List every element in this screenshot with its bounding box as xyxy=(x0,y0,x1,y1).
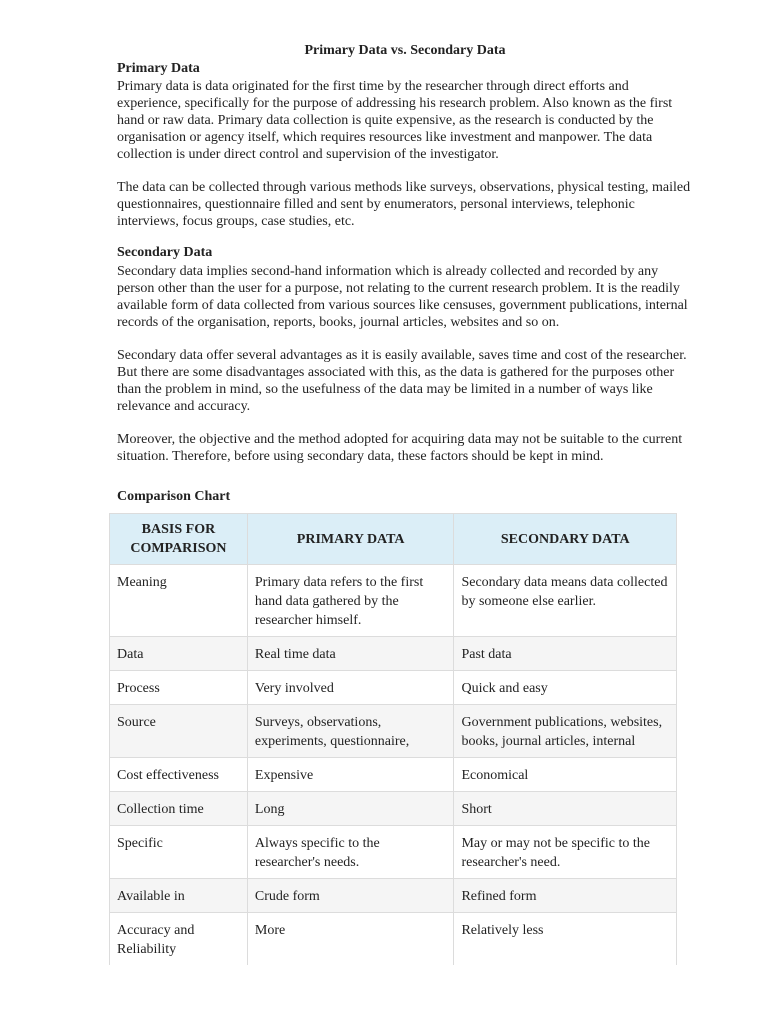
table-row xyxy=(110,637,677,671)
table-cell-primary: Primary data refers to the first hand data gathered by the researcher himself. xyxy=(247,565,454,637)
table-cell-secondary: Relatively less xyxy=(454,913,677,966)
table-cell-primary: Very involved xyxy=(247,671,454,705)
table-cell-secondary: Government publications, websites, books, journal articles, internal xyxy=(454,705,677,758)
paragraph: Moreover, the objective and the method adopted for acquiring data may not be suitable to the current situation. Therefore, before using secondary data, these factors should be kept in mind. xyxy=(117,432,683,464)
table-cell-primary: Real time data xyxy=(247,637,454,671)
table-cell-primary: Expensive xyxy=(247,758,454,792)
paragraph: Secondary data offer several advantages as it is easily available, saves time and cost of the researcher. But there are some disadvantages associated with this, as the data is gathered for the purposes other than the problem in mind, so the usefulness of the data may be limited in a number of ways like relevance and accuracy. xyxy=(117,348,687,414)
column-header-basis: BASIS FOR COMPARISON xyxy=(110,514,248,565)
table-cell-basis: Collection time xyxy=(110,792,248,826)
table-row xyxy=(110,879,677,913)
table-cell-primary: Long xyxy=(247,792,454,826)
table-cell-basis: Source xyxy=(110,705,248,758)
paragraph: Primary data is data originated for the first time by the researcher through direct efforts and experience, specifically for the purpose of addressing his research problem. Also known as the first hand or raw data. Primary data collection is quite expensive, as the research is conducted by the organisation or agency itself, which requires resources like investment and manpower. The data collection is under direct control and supervision of the investigator. xyxy=(117,79,673,162)
table-row xyxy=(110,792,677,826)
table-header-row xyxy=(110,514,677,565)
section-heading-secondary: Secondary Data xyxy=(117,245,213,260)
table-row xyxy=(110,705,677,758)
table-cell-primary: Always specific to the researcher's needs. xyxy=(247,826,454,879)
section-heading-primary: Primary Data xyxy=(117,61,200,76)
table-cell-basis: Process xyxy=(110,671,248,705)
column-header-secondary: SECONDARY DATA xyxy=(454,514,677,565)
table-row xyxy=(110,758,677,792)
table-cell-basis: Specific xyxy=(110,826,248,879)
table-cell-secondary: Quick and easy xyxy=(454,671,677,705)
table-cell-basis: Meaning xyxy=(110,565,248,637)
paragraph: The data can be collected through various methods like surveys, observations, physical testing, mailed questionnaires, questionnaire filled and sent by enumerators, personal interviews, telephonic interviews, focus groups, case studies, etc. xyxy=(117,180,691,229)
table-cell-basis: Available in xyxy=(110,879,248,913)
table-cell-secondary: May or may not be specific to the researcher's need. xyxy=(454,826,677,879)
table-cell-basis: Cost effectiveness xyxy=(110,758,248,792)
table-cell-secondary: Refined form xyxy=(454,879,677,913)
table-cell-basis: Accuracy and Reliability xyxy=(110,913,248,966)
table-row xyxy=(110,913,677,966)
document-body xyxy=(117,42,693,465)
table-row xyxy=(110,565,677,637)
table-cell-secondary: Short xyxy=(454,792,677,826)
page-title: Primary Data vs. Secondary Data xyxy=(304,43,506,58)
table-cell-secondary: Past data xyxy=(454,637,677,671)
table-cell-primary: Crude form xyxy=(247,879,454,913)
table-cell-basis: Data xyxy=(110,637,248,671)
comparison-table xyxy=(109,513,677,965)
table-cell-primary: More xyxy=(247,913,454,966)
table-cell-secondary: Secondary data means data collected by someone else earlier. xyxy=(454,565,677,637)
table-row xyxy=(110,671,677,705)
table-cell-secondary: Economical xyxy=(454,758,677,792)
table-row xyxy=(110,826,677,879)
paragraph: Secondary data implies second-hand information which is already collected and recorded by any person other than the user for a purpose, not relating to the current research problem. It is the readily available form of data collected from various sources like censuses, government publications, internal records of the organisation, reports, books, journal articles, websites and so on. xyxy=(117,264,688,330)
table-cell-primary: Surveys, observations, experiments, questionnaire, xyxy=(247,705,454,758)
column-header-primary: PRIMARY DATA xyxy=(247,514,454,565)
comparison-chart-title: Comparison Chart xyxy=(117,489,231,504)
